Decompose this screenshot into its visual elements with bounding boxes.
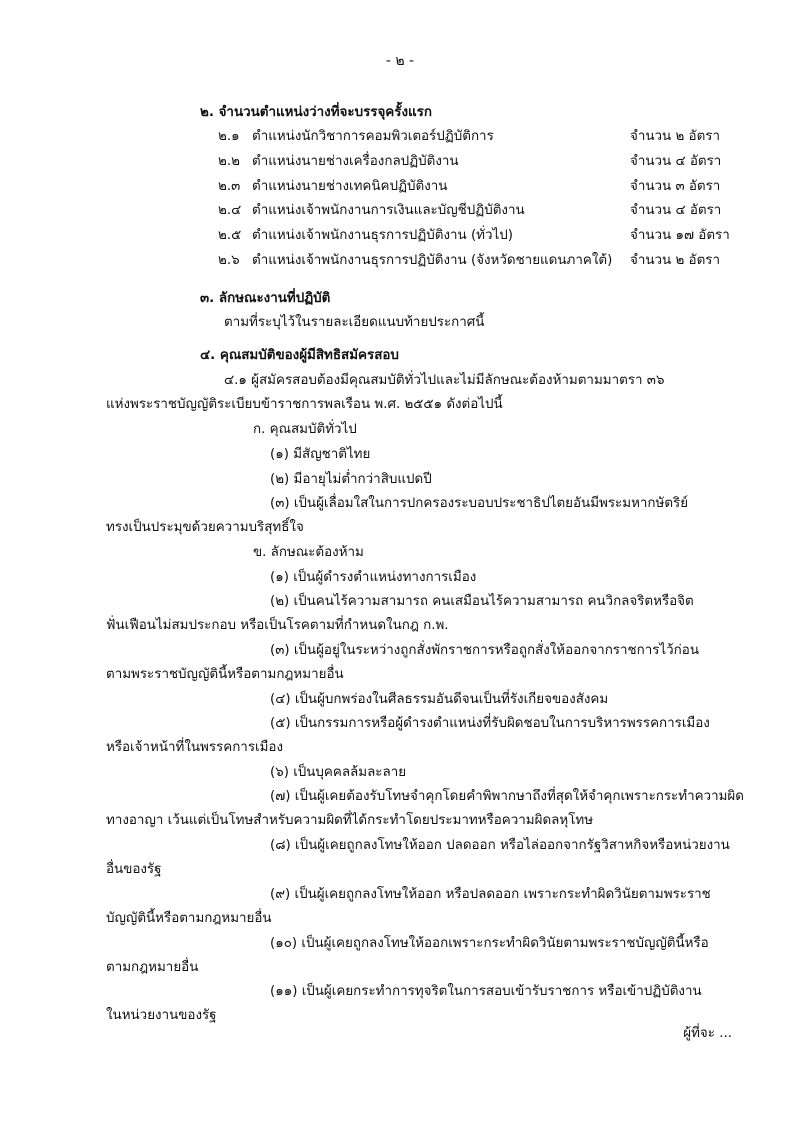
prohibited-item-5-line1: (๕) เป็นกรรมการหรือผู้ดำรงตำแหน่งที่รับผิดชอบในการบริหารพรรคการเมือง bbox=[270, 716, 710, 731]
prohibited-item-11-line2: ในหน่วยงานของรัฐ bbox=[106, 1008, 217, 1023]
position-row bbox=[218, 177, 752, 197]
prohibited-item-8-line1: (๘) เป็นผู้เคยถูกลงโทษให้ออก ปลดออก หรือไล่ออกจากรัฐวิสาหกิจหรือหน่วยงาน bbox=[270, 838, 730, 853]
general-item-1: (๑) มีสัญชาติไทย bbox=[270, 447, 371, 462]
prohibited-item-11-line1: (๑๑) เป็นผู้เคยกระทำการทุจริตในการสอบเข้ารับราชการ หรือเข้าปฏิบัติงาน bbox=[270, 984, 702, 999]
position-row bbox=[218, 127, 752, 147]
position-row bbox=[218, 152, 752, 172]
general-item-3-line2: ทรงเป็นประมุขด้วยความบริสุทธิ์ใจ bbox=[106, 520, 304, 535]
section4-heading: ๔. คุณสมบัติของผู้มีสิทธิสมัครสอบ bbox=[200, 348, 399, 363]
section3-heading: ๓. ลักษณะงานที่ปฏิบัติ bbox=[200, 291, 331, 306]
section2-heading: ๒. จำนวนตำแหน่งว่างที่จะบรรจุครั้งแรก bbox=[200, 105, 432, 120]
general-item-2: (๒) มีอายุไม่ต่ำกว่าสิบแปดปี bbox=[270, 472, 432, 487]
position-num: ๒.๖ bbox=[218, 253, 240, 268]
prohibited-item-7-line2: ทางอาญา เว้นแต่เป็นโทษสำหรับความผิดที่ได้กระทำโดยประมาทหรือความผิดลหุโทษ bbox=[106, 813, 594, 828]
prohibited-item-2-line2: ฟั่นเฟือนไม่สมประกอบ หรือเป็นโรคตามที่กำหนดในกฎ ก.พ. bbox=[106, 618, 449, 633]
prohibited-item-1: (๑) เป็นผู้ดำรงตำแหน่งทางการเมือง bbox=[270, 570, 477, 585]
prohibited-heading: ข. ลักษณะต้องห้าม bbox=[253, 545, 364, 560]
position-title: ตำแหน่งเจ้าพนักงานธุรการปฏิบัติงาน (ทั่วไป) bbox=[252, 228, 513, 244]
prohibited-item-10-line2: ตามกฎหมายอื่น bbox=[106, 960, 199, 975]
section4-intro-line2: แห่งพระราชบัญญัติระเบียบข้าราชการพลเรือน พ.ศ. ๒๕๕๑ ดังต่อไปนี้ bbox=[106, 397, 503, 412]
prohibited-item-9-line2: บัญญัตินี้หรือตามกฎหมายอื่น bbox=[106, 911, 272, 926]
position-count: จำนวน ๔ อัตรา bbox=[630, 203, 722, 219]
prohibited-item-6: (๖) เป็นบุคคลล้มละลาย bbox=[270, 765, 407, 780]
position-title: ตำแหน่งเจ้าพนักงานธุรการปฏิบัติงาน (จังหวัดชายแดนภาคใต้) bbox=[252, 253, 613, 268]
position-count: จำนวน ๑๗ อัตรา bbox=[630, 228, 730, 244]
position-count: จำนวน ๒ อัตรา bbox=[630, 129, 720, 144]
general-item-3-line1: (๓) เป็นผู้เลื่อมใสในการปกครองระบอบประชาธิปไตยอันมีพระมหากษัตริย์ bbox=[270, 496, 689, 511]
prohibited-item-5-line2: หรือเจ้าหน้าที่ในพรรคการเมือง bbox=[106, 740, 283, 755]
prohibited-item-8-line2: อื่นของรัฐ bbox=[106, 862, 162, 877]
position-title: ตำแหน่งนายช่างเทคนิคปฏิบัติงาน bbox=[252, 178, 448, 194]
prohibited-item-2-line1: (๒) เป็นคนไร้ความสามารถ คนเสมือนไร้ความสามารถ คนวิกลจริตหรือจิต bbox=[270, 594, 694, 609]
prohibited-item-4: (๔) เป็นผู้บกพร่องในศีลธรรมอันดีจนเป็นที่รังเกียจของสังคม bbox=[270, 692, 609, 707]
position-title: ตำแหน่งนักวิชาการคอมพิวเตอร์ปฏิบัติการ bbox=[252, 129, 494, 144]
position-num: ๒.๕ bbox=[218, 228, 242, 244]
prohibited-item-9-line1: (๙) เป็นผู้เคยถูกลงโทษให้ออก หรือปลดออก เพราะกระทำผิดวินัยตามพระราช bbox=[270, 887, 711, 902]
position-num: ๒.๓ bbox=[218, 178, 241, 194]
page-number: - ๒ - bbox=[385, 53, 415, 69]
position-row bbox=[218, 226, 752, 246]
position-num: ๒.๑ bbox=[218, 129, 240, 144]
position-row bbox=[218, 201, 752, 221]
position-num: ๒.๒ bbox=[218, 153, 240, 169]
general-qualifications-heading: ก. คุณสมบัติทั่วไป bbox=[253, 422, 357, 437]
position-row bbox=[218, 251, 752, 271]
position-count: จำนวน ๒ อัตรา bbox=[630, 253, 720, 268]
prohibited-item-3-line2: ตามพระราชบัญญัตินี้หรือตามกฎหมายอื่น bbox=[106, 667, 344, 682]
position-num: ๒.๔ bbox=[218, 203, 242, 219]
prohibited-item-3-line1: (๓) เป็นผู้อยู่ในระหว่างถูกสั่งพักราชการหรือถูกสั่งให้ออกจากราชการไว้ก่อน bbox=[270, 643, 699, 658]
section3-text: ตามที่ระบุไว้ในรายละเอียดแนบท้ายประกาศนี้ bbox=[224, 315, 485, 330]
prohibited-item-10-line1: (๑๐) เป็นผู้เคยถูกลงโทษให้ออกเพราะกระทำผิดวินัยตามพระราชบัญญัตินี้หรือ bbox=[270, 936, 709, 951]
position-title: ตำแหน่งเจ้าพนักงานการเงินและบัญชีปฏิบัติงาน bbox=[252, 203, 525, 219]
position-count: จำนวน ๓ อัตรา bbox=[630, 178, 721, 194]
position-title: ตำแหน่งนายช่างเครื่องกลปฏิบัติงาน bbox=[252, 153, 459, 169]
prohibited-item-7-line1: (๗) เป็นผู้เคยต้องรับโทษจำคุกโดยคำพิพากษาถึงที่สุดให้จำคุกเพราะกระทำความผิด bbox=[270, 789, 744, 804]
section4-intro-line1: ๔.๑ ผู้สมัครสอบต้องมีคุณสมบัติทั่วไปและไม่มีลักษณะต้องห้ามตามมาตรา ๓๖ bbox=[224, 373, 665, 388]
position-count: จำนวน ๔ อัตรา bbox=[630, 153, 722, 169]
continuation-marker: ผู้ที่จะ ... bbox=[683, 1026, 732, 1041]
